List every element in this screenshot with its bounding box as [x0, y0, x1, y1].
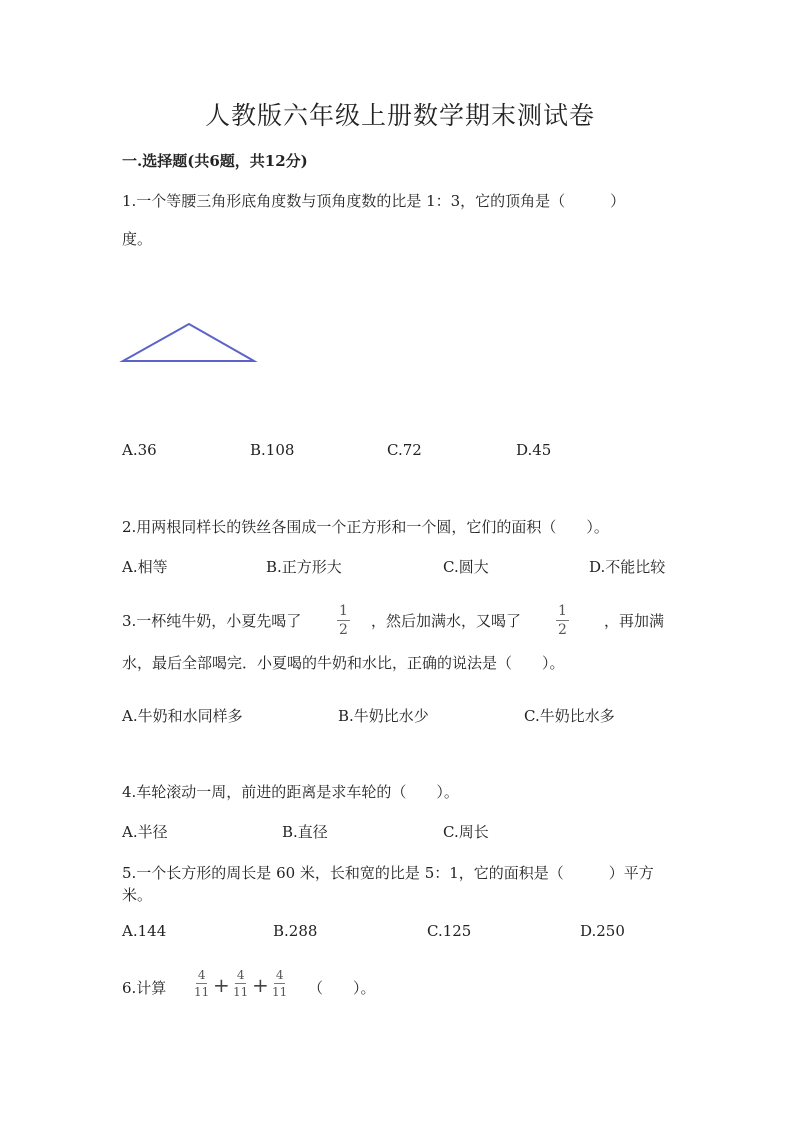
q6-plus-sign-2: + — [252, 973, 269, 997]
q3-fraction-1-numerator: 1 — [339, 603, 348, 619]
q3-text-part2: ，然后加满水，又喝了 — [371, 612, 522, 630]
q4-text: 4.车轮滚动一周，前进的距离是求车轮的（ ）。 — [122, 783, 459, 801]
q3-option-c[interactable]: C.牛奶比水多 — [524, 707, 615, 725]
q3-fraction-1 — [337, 604, 350, 637]
q3-option-b[interactable]: B.牛奶比水少 — [338, 707, 429, 725]
isosceles-triangle-figure — [118, 318, 260, 368]
q2-option-a[interactable]: A.相等 — [122, 558, 168, 576]
q4-option-c[interactable]: C.周长 — [443, 823, 489, 841]
q6-plus-sign-1: + — [213, 973, 230, 997]
q3-option-a[interactable]: A.牛奶和水同样多 — [122, 707, 243, 725]
q4-option-b[interactable]: B.直径 — [282, 823, 328, 841]
q1-option-d[interactable]: D.45 — [516, 441, 552, 459]
page-title: 人教版六年级上册数学期末测试卷 — [204, 101, 595, 130]
q1-text-line2: 度。 — [122, 230, 153, 248]
q3-fraction-1-denominator: 2 — [339, 622, 348, 638]
q3-text-part1: 3.一杯纯牛奶，小夏先喝了 — [122, 612, 302, 630]
q5-option-a[interactable]: A.144 — [122, 922, 167, 940]
q6-fraction-1 — [194, 969, 209, 998]
q2-text: 2.用两根同样长的铁丝各围成一个正方形和一个圆，它们的面积（ ）。 — [122, 518, 609, 536]
q6-text-prefix: 6.计算 — [122, 979, 167, 997]
q5-text-line1: 5.一个长方形的周长是 60 米，长和宽的比是 5：1，它的面积是（ ）平方 — [122, 864, 654, 882]
q5-option-b[interactable]: B.288 — [273, 922, 318, 940]
q6-fraction-3 — [272, 969, 287, 998]
section-heading: 一.选择题(共6题，共12分) — [122, 152, 308, 170]
q1-text-line1: 1.一个等腰三角形底角度数与顶角度数的比是 1：3，它的顶角是（ ） — [122, 192, 626, 210]
q5-option-c[interactable]: C.125 — [427, 922, 472, 940]
q5-text-line2: 米。 — [122, 886, 153, 904]
q6-fraction-3-denominator: 11 — [272, 985, 288, 999]
q6-fraction-1-denominator: 11 — [194, 985, 210, 999]
q1-option-a[interactable]: A.36 — [122, 441, 157, 459]
q6-fraction-2-denominator: 11 — [233, 985, 249, 999]
q1-option-b[interactable]: B.108 — [250, 441, 295, 459]
q6-fraction-2-numerator: 4 — [236, 968, 245, 982]
triangle-shape — [123, 324, 254, 361]
q2-option-b[interactable]: B.正方形大 — [266, 558, 342, 576]
q2-option-d[interactable]: D.不能比较 — [589, 558, 666, 576]
q5-option-d[interactable]: D.250 — [580, 922, 625, 940]
q6-fraction-2 — [233, 969, 248, 998]
q6-fraction-1-numerator: 4 — [197, 968, 206, 982]
q3-text-line2: 水，最后全部喝完．小夏喝的牛奶和水比，正确的说法是（ ）。 — [122, 654, 565, 672]
q2-option-c[interactable]: C.圆大 — [443, 558, 489, 576]
q1-option-c[interactable]: C.72 — [387, 441, 422, 459]
q3-fraction-2 — [556, 604, 569, 637]
q3-text-part3: ，再加满 — [604, 612, 665, 630]
q6-text-suffix: （ ）。 — [308, 979, 376, 997]
q3-fraction-2-numerator: 1 — [558, 603, 567, 619]
q4-option-a[interactable]: A.半径 — [122, 823, 168, 841]
q3-fraction-2-denominator: 2 — [558, 622, 567, 638]
q6-fraction-3-numerator: 4 — [275, 968, 284, 982]
